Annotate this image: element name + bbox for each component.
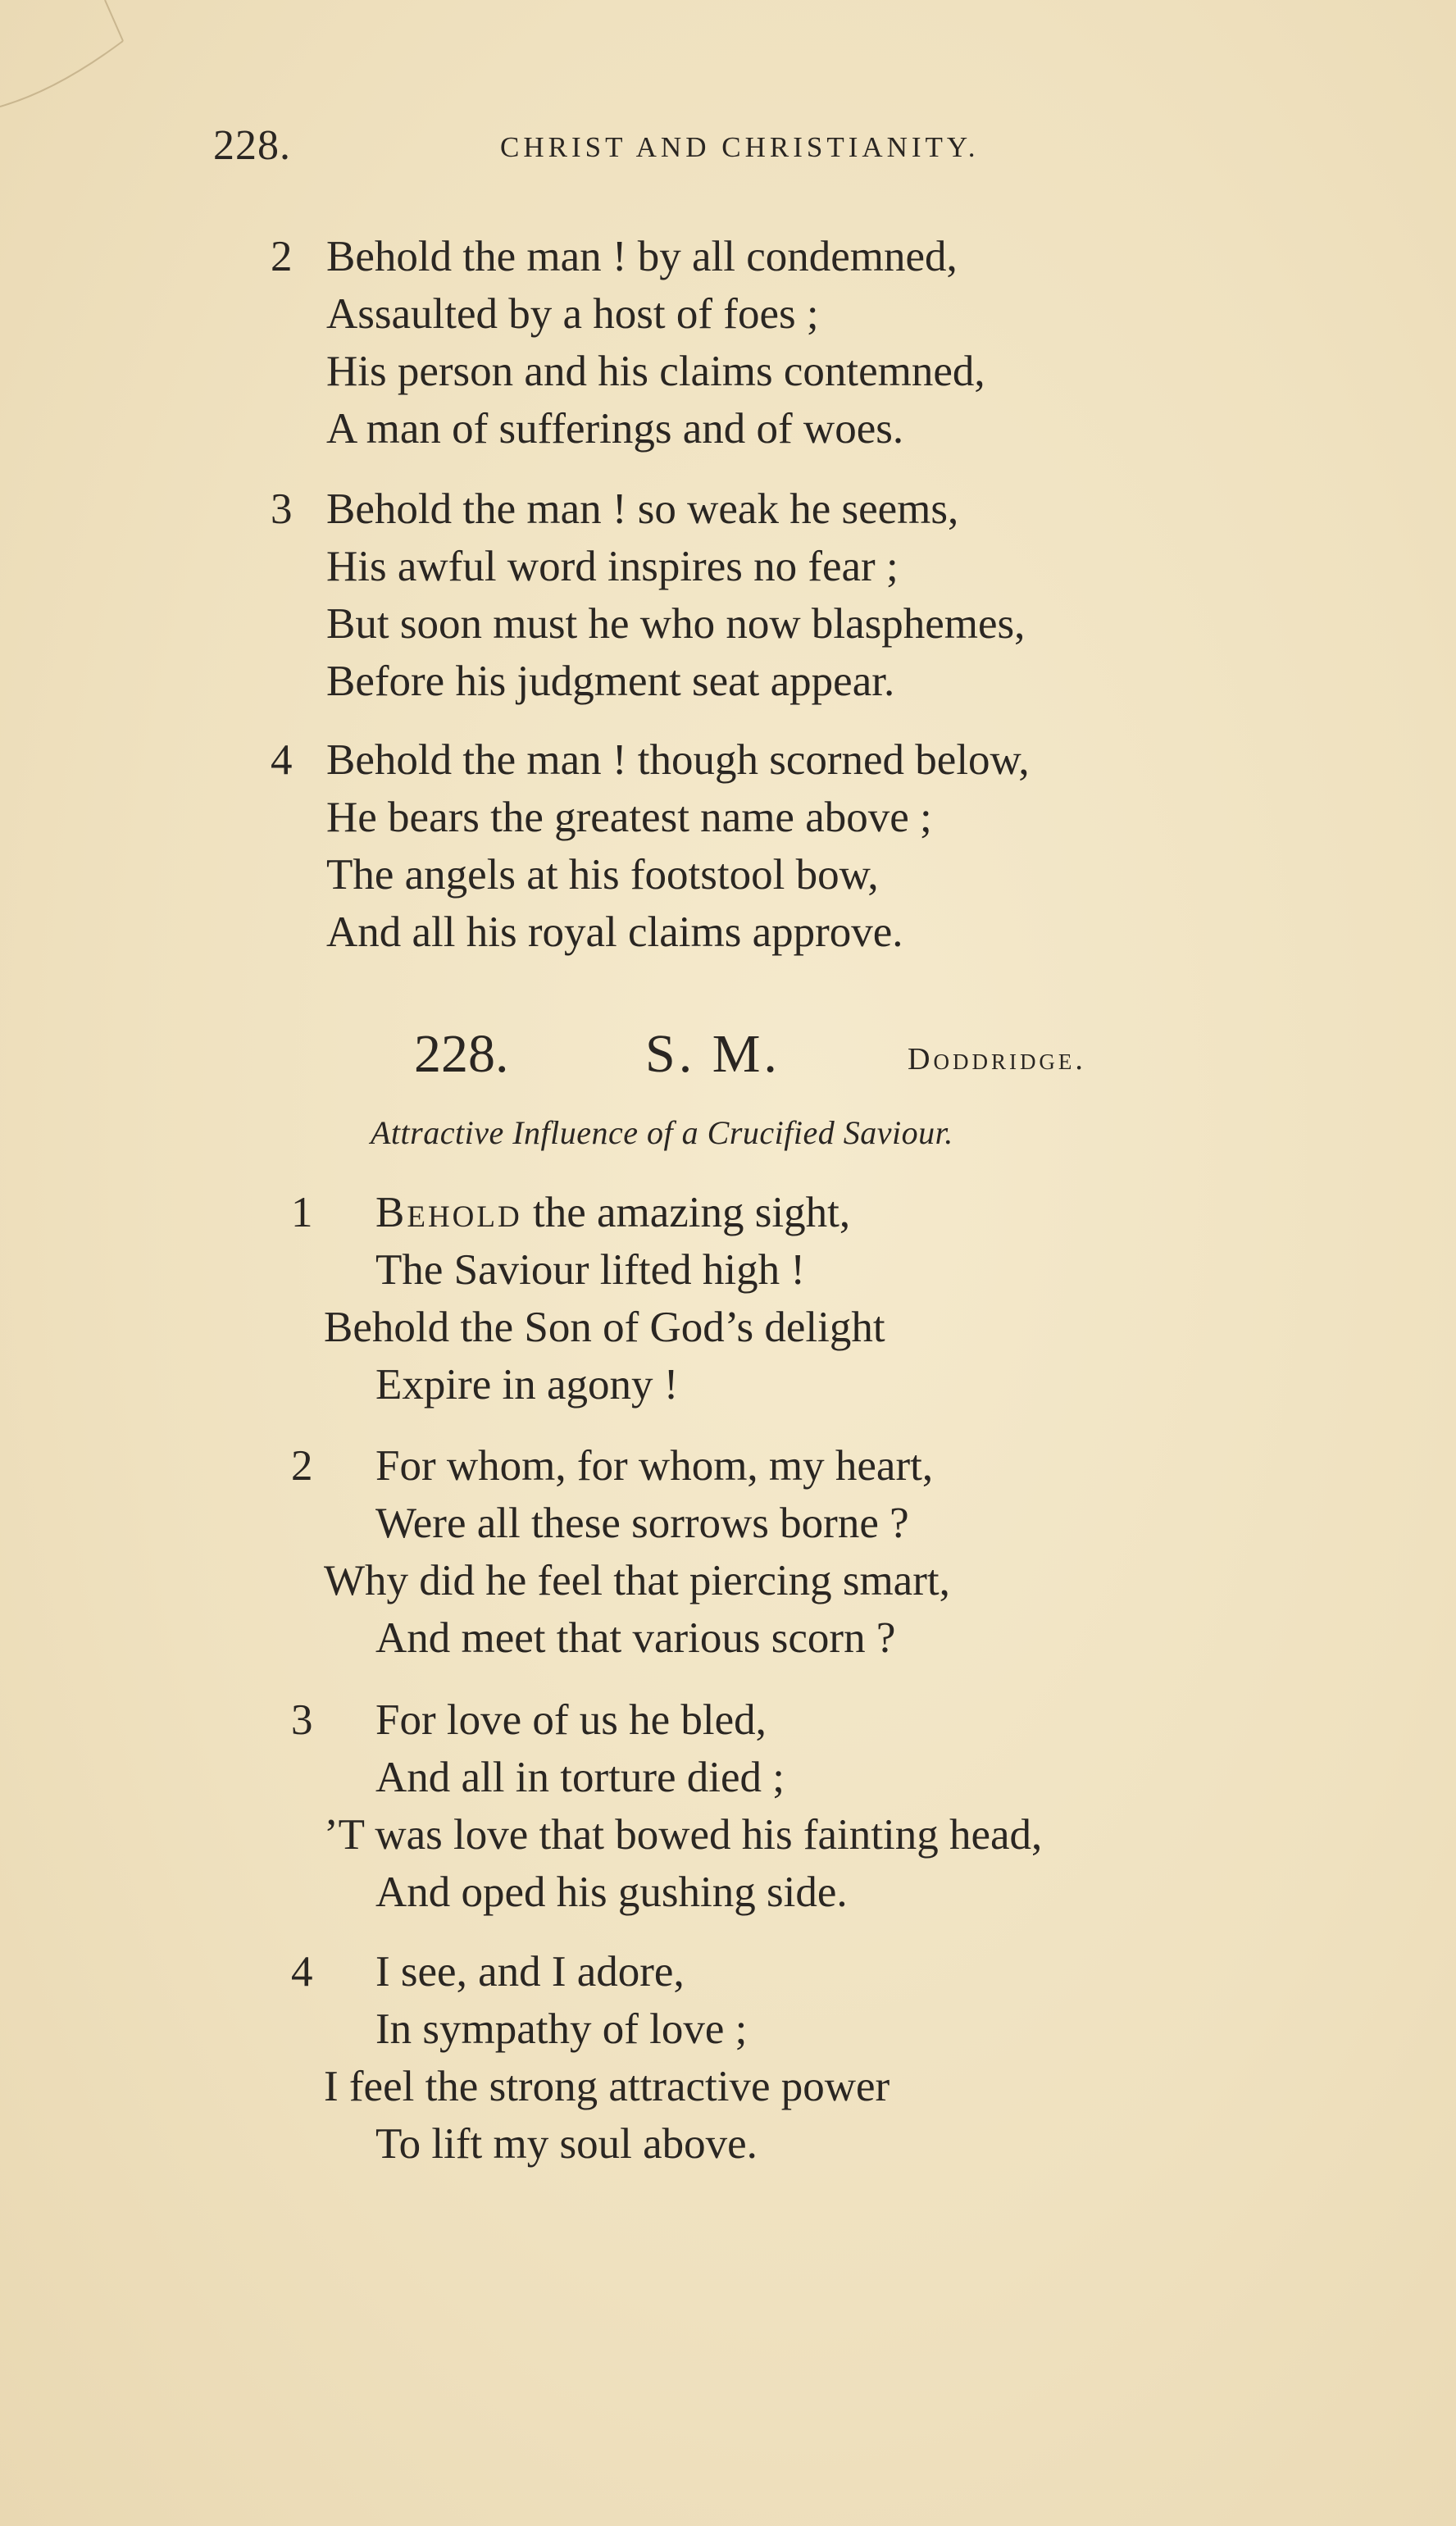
hymn-number: 228. [414, 1024, 509, 1084]
verse-line: The Saviour lifted high ! [375, 1246, 805, 1294]
hymn-stanza-2 [291, 1437, 950, 1667]
verse-line: But soon must he who now blasphemes, [326, 600, 1026, 648]
stanza-number: 3 [271, 485, 293, 533]
hymn-header [414, 1023, 1234, 1089]
verse-line: And meet that various scorn ? [375, 1614, 896, 1662]
verse-line: The angels at his footstool bow, [326, 851, 879, 899]
previous-hymn-stanza-4 [271, 731, 1030, 961]
first-word: Behold [375, 1189, 522, 1236]
verse-line: His awful word inspires no fear ; [326, 543, 899, 590]
verse-line: I see, and I adore, [375, 1948, 685, 1996]
page-number: 228. [213, 122, 291, 169]
page-corner-crease [0, 0, 164, 131]
stanza-number: 1 [291, 1189, 313, 1236]
running-head [213, 121, 1115, 179]
stanza-number: 2 [271, 233, 293, 280]
stanza-number: 4 [271, 736, 293, 784]
verse-line: Assaulted by a host of foes ; [326, 290, 819, 338]
verse-line: And oped his gushing side. [375, 1868, 848, 1916]
verse-line: Were all these sorrows borne ? [375, 1500, 909, 1547]
verse-line: Behold the man ! by all condemned, [326, 233, 958, 280]
verse-line: Behold the man ! so weak he seems, [326, 485, 959, 533]
verse-line: A man of sufferings and of woes. [326, 405, 904, 453]
verse-line: For love of us he bled, [375, 1696, 767, 1744]
stanza-number: 2 [291, 1442, 313, 1490]
hymn-stanza-4 [291, 1943, 890, 2173]
verse-line: Expire in agony ! [375, 1361, 679, 1409]
verse-line: He bears the greatest name above ; [326, 794, 932, 841]
hymn-stanza-3 [291, 1691, 1042, 1921]
previous-hymn-stanza-2 [271, 228, 985, 457]
stanza-number: 3 [291, 1696, 313, 1744]
verse-line: To lift my soul above. [375, 2120, 758, 2168]
verse-line: Behold the man ! though scorned below, [326, 736, 1030, 784]
running-title: CHRIST AND CHRISTIANITY. [500, 131, 980, 163]
verse-line: I feel the strong attractive power [324, 2063, 890, 2110]
previous-hymn-stanza-3 [271, 480, 1025, 710]
verse-line [375, 1184, 885, 1241]
verse-line: For whom, for whom, my heart, [375, 1442, 934, 1490]
hymn-author: Doddridge. [908, 1042, 1086, 1076]
verse-line: And all his royal claims approve. [326, 908, 903, 956]
verse-line: And all in torture died ; [375, 1754, 785, 1801]
verse-line-rest: the amazing sight, [521, 1189, 851, 1236]
verse-line: Before his judgment seat appear. [326, 658, 895, 705]
verse-line: In sympathy of love ; [375, 2005, 748, 2053]
hymn-stanza-1 [291, 1184, 885, 1413]
hymn-meter: S. M. [645, 1024, 780, 1084]
verse-line: His person and his claims contemned, [326, 348, 985, 395]
hymn-subtitle: Attractive Influence of a Crucified Saviour. [371, 1114, 953, 1151]
verse-line: Why did he feel that piercing smart, [324, 1557, 950, 1604]
stanza-number: 4 [291, 1948, 313, 1996]
verse-line: Behold the Son of God’s delight [324, 1304, 885, 1351]
verse-line: ’T was love that bowed his fainting head, [324, 1811, 1043, 1859]
